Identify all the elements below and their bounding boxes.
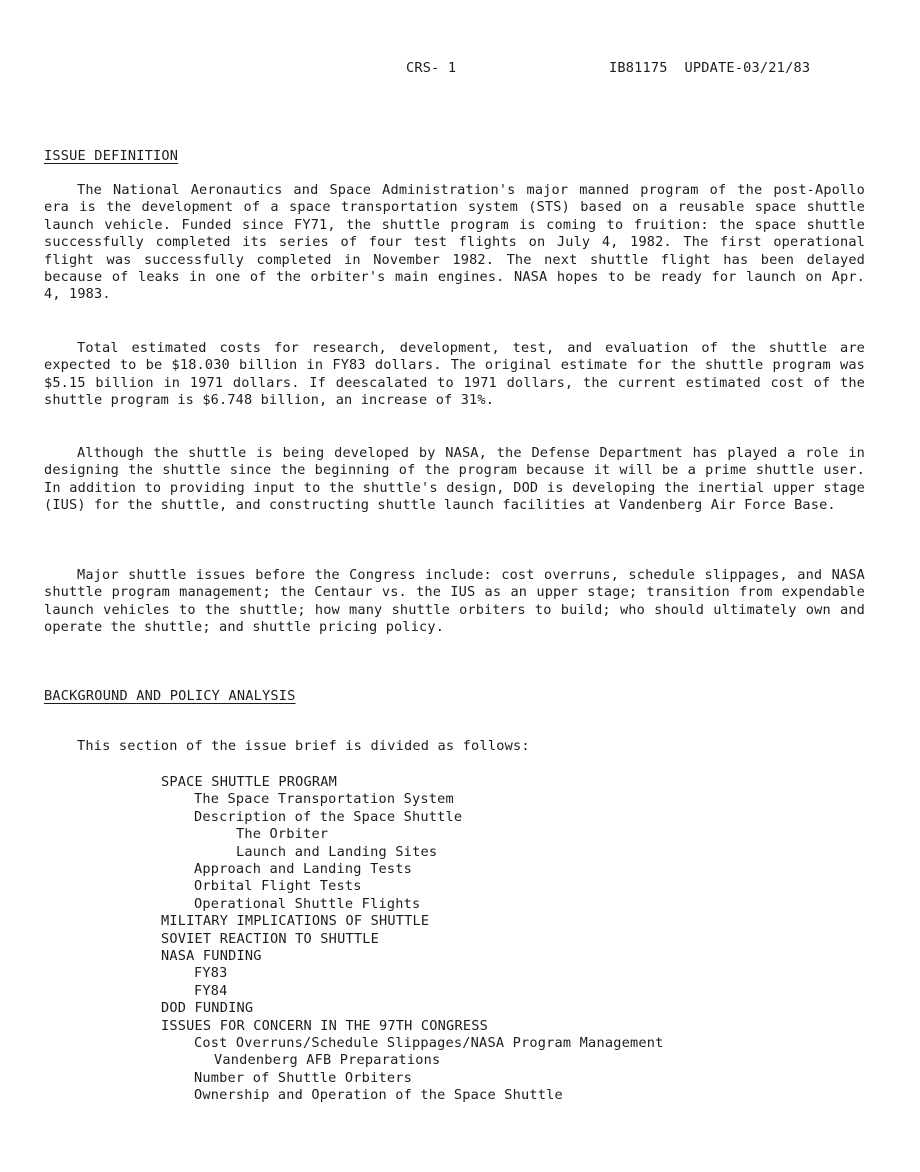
section-heading-issue-definition: ISSUE DEFINITION bbox=[44, 148, 179, 164]
outline-item: The Space Transportation System bbox=[194, 791, 454, 808]
paragraph bbox=[44, 567, 865, 637]
outline-item: FY83 bbox=[194, 965, 228, 982]
outline-item: Vandenberg AFB Preparations bbox=[214, 1052, 441, 1069]
outline-item: Description of the Space Shuttle bbox=[194, 808, 463, 825]
outline-item: SOVIET REACTION TO SHUTTLE bbox=[161, 930, 379, 947]
outline-item: Operational Shuttle Flights bbox=[194, 895, 421, 912]
outline-item: Orbital Flight Tests bbox=[194, 878, 362, 895]
paragraph-text: Total estimated costs for research, development, test, and evaluation of the shuttle are expected to be $18.030 billion in FY83 dollars. The original estimate for the shuttle program was $5.15 billion in 1971 dollars. If deescalated to 1971 dollars, the current estimated cost of the shuttle program is $6.748 billion, an increase of 31%. bbox=[44, 340, 865, 409]
outline-item: Number of Shuttle Orbiters bbox=[194, 1069, 412, 1086]
section-heading-background: BACKGROUND AND POLICY ANALYSIS bbox=[44, 688, 296, 704]
paragraph-text: The National Aeronautics and Space Administration's major manned program of the post-Apollo era is the development of a space transportation system (STS) based on a reusable space shuttle launch vehicle. Funded since FY71, the shuttle program is coming to fruition: the space shuttle successfully completed its series of four test flights on July 4, 1982. The first operational flight was successfully completed in November 1982. The next shuttle flight has been delayed because of leaks in one of the orbiter's main engines. NASA hopes to be ready for launch on Apr. 4, 1983. bbox=[44, 182, 865, 303]
outline-intro: This section of the issue brief is divided as follows: bbox=[77, 738, 530, 754]
outline-item: ISSUES FOR CONCERN IN THE 97TH CONGRESS bbox=[161, 1017, 488, 1034]
outline-item: Launch and Landing Sites bbox=[236, 843, 438, 860]
paragraph-text: Although the shuttle is being developed by NASA, the Defense Department has played a role in designing the shuttle since the beginning of the program because it will be a prime shuttle user. In addition to providing input to the shuttle's design, DOD is developing the inertial upper stage (IUS) for the shuttle, and constructing shuttle launch facilities at Vandenberg Air Force Base. bbox=[44, 445, 865, 514]
outline-item: MILITARY IMPLICATIONS OF SHUTTLE bbox=[161, 913, 430, 930]
outline-item: Ownership and Operation of the Space Shuttle bbox=[194, 1087, 563, 1104]
page-header-right: IB81175 UPDATE-03/21/83 bbox=[609, 60, 811, 76]
outline-item: Cost Overruns/Schedule Slippages/NASA Program Management bbox=[194, 1035, 664, 1051]
paragraph bbox=[44, 340, 865, 410]
outline-item: DOD FUNDING bbox=[161, 1000, 254, 1017]
paragraph-text: Major shuttle issues before the Congress include: cost overruns, schedule slippages, and NASA shuttle program management; the Centaur vs. the IUS as an upper stage; transition from expendable launch vehicles to the shuttle; how many shuttle orbiters to build; who should ultimately own and operate the shuttle; and shuttle pricing policy. bbox=[44, 567, 865, 636]
outline-item: Approach and Landing Tests bbox=[194, 861, 412, 877]
outline-item: NASA FUNDING bbox=[161, 948, 262, 964]
outline-item: FY84 bbox=[194, 982, 228, 999]
outline-item: SPACE SHUTTLE PROGRAM bbox=[161, 774, 338, 790]
paragraph bbox=[44, 182, 865, 304]
paragraph bbox=[44, 445, 865, 515]
page-header-left: CRS- 1 bbox=[406, 60, 457, 76]
outline-item: The Orbiter bbox=[236, 826, 329, 843]
